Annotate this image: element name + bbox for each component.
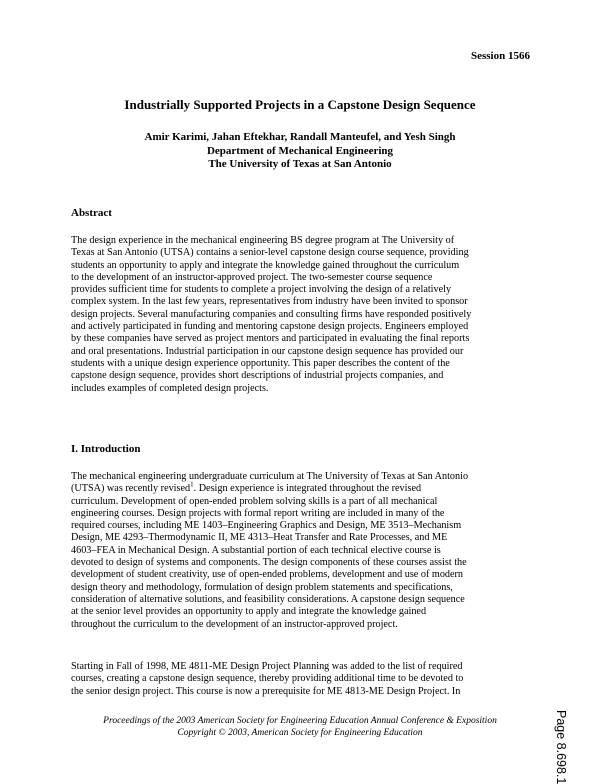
intro-line: 4603–FEA in Mechanical Design. A substantial portion of each technical elective course is — [71, 544, 441, 556]
page-number-stamp: Page 8.698.1 — [554, 710, 568, 784]
abstract-line: students with a unique design experience opportunity. This paper describes the content of the — [71, 357, 450, 369]
department: Department of Mechanical Engineering — [206, 144, 394, 157]
intro-line: at the senior level provides an opportunity to apply and integrate the knowledge gained — [71, 606, 427, 618]
abstract-line: and oral presentations. Industrial participation in our capstone design sequence has provided our — [71, 345, 464, 357]
abstract-line: design projects. Several manufacturing companies and consulting firms have responded positively — [71, 308, 472, 320]
footer-proceedings: Proceedings of the 2003 American Society for Engineering Education Annual Conference & Exposition — [103, 716, 497, 726]
paper-title: Industrially Supported Projects in a Capstone Design Sequence — [124, 97, 476, 112]
abstract-line: and actively participated in funding and mentoring capstone design projects. Engineers employed — [71, 321, 469, 333]
author-block — [0, 131, 600, 172]
intro-line: devoted to design of systems and components. The design components of these courses assist the — [71, 557, 467, 569]
abstract-line: by these companies have served as project mentors and participated in evaluating the final reports — [71, 333, 470, 345]
abstract-line: includes examples of completed design projects. — [71, 382, 269, 394]
intro-text: . Design experience is integrated throughout the revised — [193, 483, 422, 495]
intro-line: Design, ME 4293–Thermodynamic II, ME 4313–Heat Transfer and Rate Processes, and ME — [71, 532, 448, 544]
intro-line: design theory and methodology, formulation of design problem statements and specifications, — [71, 581, 453, 593]
abstract-line: provides sufficient time for students to complete a project involving the design of a relatively — [71, 284, 452, 296]
starting-paragraph — [71, 661, 531, 698]
abstract-line: students an opportunity to apply and integrate the knowledge gained throughout the curriculum — [71, 259, 460, 271]
starting-line: the senior design project. This course is now a prerequisite for ME 4813-ME Design Project. In — [71, 685, 461, 697]
intro-line: throughout the curriculum to the development of an instructor-approved project. — [71, 618, 398, 630]
citation-marker: 1 — [190, 480, 194, 489]
abstract-line: complex system. In the last few years, representatives from industry have been invited to sponsor — [71, 296, 468, 308]
intro-line: engineering courses. Design projects with formal report writing are included in many of the — [71, 507, 445, 519]
intro-line: development of student creativity, use of open-ended problems, development and use of modern — [71, 569, 464, 581]
author-names: Amir Karimi, Jahan Eftekhar, Randall Manteufel, and Yesh Singh — [144, 131, 456, 143]
university: The University of Texas at San Antonio — [208, 158, 392, 170]
abstract-paragraph — [71, 235, 531, 395]
abstract-line: Texas at San Antonio (UTSA) contains a senior-level capstone design course sequence, providing — [71, 247, 469, 259]
intro-text: (UTSA) was recently revised — [71, 483, 191, 495]
intro-line: required courses, including ME 1403–Engineering Graphics and Design, ME 3513–Mechanism — [71, 520, 462, 532]
session-label: Session 1566 — [471, 50, 530, 62]
page-footer — [0, 716, 600, 739]
abstract-line: to the development of an instructor-approved project. The two-semester course sequence — [71, 271, 433, 283]
intro-line: curriculum. Development of open-ended problem solving skills is a part of all mechanical — [71, 495, 438, 507]
intro-line: consideration of alternative solutions, and feasibility considerations. A capstone design sequence — [71, 593, 465, 605]
intro-line: The mechanical engineering undergraduate curriculum at The University of Texas at San Antonio — [71, 471, 469, 482]
introduction-heading: I. Introduction — [71, 443, 141, 455]
abstract-heading: Abstract — [71, 207, 112, 219]
intro-line-with-citation — [71, 480, 531, 495]
abstract-line: capstone design sequence, provides short descriptions of industrial projects companies, and — [71, 370, 444, 382]
starting-line: Starting in Fall of 1998, ME 4811-ME Design Project Planning was added to the list of required — [71, 661, 463, 672]
introduction-paragraph — [71, 471, 531, 631]
abstract-line: The design experience in the mechanical engineering BS degree program at The University of — [71, 235, 455, 246]
footer-copyright: Copyright © 2003, American Society for Engineering Education — [177, 727, 423, 738]
starting-line: courses, creating a capstone design sequence, thereby providing additional time to be devoted to — [71, 673, 464, 685]
